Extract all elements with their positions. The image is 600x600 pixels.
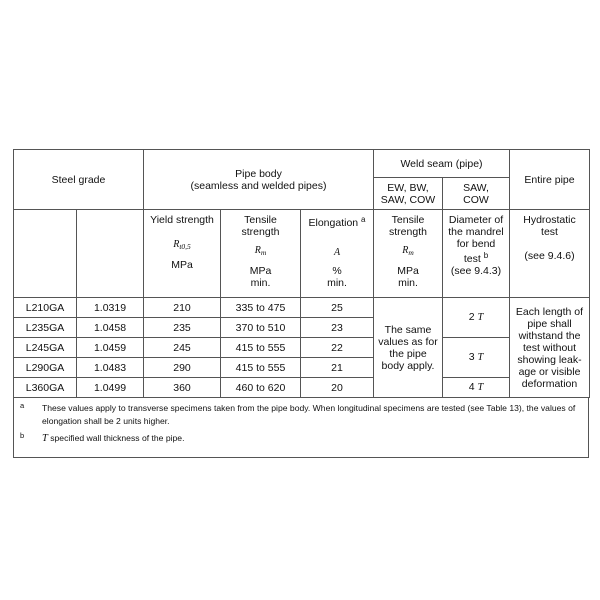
- tensile-min: min.: [250, 277, 271, 289]
- hydro-merged-line4: test without: [522, 341, 577, 354]
- hydro-merged-line2: pipe shall: [527, 317, 572, 330]
- elongation-symbol: A: [333, 247, 341, 258]
- hydro-merged: [510, 298, 590, 398]
- mandrel-2t-number: 2: [468, 311, 475, 323]
- mandrel-2t-symbol: T: [477, 312, 484, 323]
- yield-symbol: [146, 238, 218, 253]
- mandrel-3t-number: 3: [468, 351, 475, 363]
- steel-name-cell: L360GA: [14, 378, 77, 398]
- steel-number-cell: 1.0458: [77, 318, 144, 338]
- hydro-merged-line5: showing leak-: [517, 353, 582, 366]
- mandrel-4t-cell: [443, 378, 510, 398]
- yield-cell: 290: [144, 358, 221, 378]
- tensile-label-line2: strength: [241, 226, 280, 238]
- header-elongation: [301, 210, 374, 298]
- elongation-cell: 22: [301, 338, 374, 358]
- header-yield-strength: [144, 210, 221, 298]
- footnote-b: [20, 432, 582, 445]
- steel-name-cell: L210GA: [14, 298, 77, 318]
- weld-types-line2: SAW, COW: [380, 193, 436, 206]
- saw-cow-line1: SAW,: [463, 181, 489, 194]
- weld-tensile-unit: MPa: [397, 265, 419, 277]
- entire-pipe-label: Entire pipe: [524, 173, 575, 186]
- mandrel-line3: for bend: [456, 238, 496, 250]
- weld-tensile-symbol-r: R: [402, 245, 409, 256]
- elongation-text: Elongation: [308, 217, 359, 229]
- yield-symbol-r: R: [173, 239, 180, 250]
- mandrel-test-text: test: [463, 253, 481, 265]
- weld-tensile-merged: [374, 298, 443, 398]
- mandrel-4t-number: 4: [468, 381, 475, 393]
- steel-name-cell: L290GA: [14, 358, 77, 378]
- mandrel-line2: the mandrel: [448, 226, 504, 238]
- table-footnotes: [13, 398, 589, 458]
- elongation-cell: 20: [301, 378, 374, 398]
- elongation-cell: 23: [301, 318, 374, 338]
- yield-cell: 235: [144, 318, 221, 338]
- footnote-b-marker: b: [20, 431, 25, 440]
- elongation-min: min.: [327, 277, 347, 289]
- hydro-merged-line3: withstand the: [518, 329, 581, 342]
- mandrel-note-marker: b: [483, 251, 489, 260]
- tensile-cell: 415 to 555: [221, 358, 301, 378]
- weld-seam-label: Weld seam (pipe): [400, 157, 483, 170]
- steel-grade-label: Steel grade: [51, 173, 106, 186]
- tensile-symbol-subscript: m: [260, 248, 267, 257]
- tensile-symbol-r: R: [254, 245, 261, 256]
- mandrel-4t-symbol: T: [477, 382, 484, 393]
- header-pipe-body: [144, 150, 374, 210]
- elongation-cell: 21: [301, 358, 374, 378]
- footnote-b-text: specified wall thickness of the pipe.: [47, 433, 185, 443]
- weld-same-line2: values as for: [378, 335, 438, 348]
- hydro-ref: (see 9.4.6): [524, 250, 575, 262]
- weld-tensile-min: min.: [398, 277, 418, 289]
- elongation-unit: %: [332, 265, 342, 277]
- elongation-cell: 25: [301, 298, 374, 318]
- footnote-b-symbol: T: [42, 433, 48, 444]
- tensile-symbol: [223, 244, 298, 259]
- yield-cell: 245: [144, 338, 221, 358]
- mandrel-3t-cell: [443, 338, 510, 378]
- weld-same-line4: body apply.: [381, 359, 435, 372]
- yield-symbol-subscript: t0,5: [179, 242, 191, 251]
- yield-unit: MPa: [171, 259, 193, 271]
- header-entire-pipe: [510, 150, 590, 210]
- steel-number-cell: 1.0499: [77, 378, 144, 398]
- mandrel-2t-cell: [443, 298, 510, 338]
- yield-strength-label: Yield strength: [150, 214, 214, 226]
- table-row: [14, 298, 590, 318]
- weld-same-line3: the pipe: [389, 347, 427, 360]
- header-hydrostatic-test: [510, 210, 590, 298]
- weld-tensile-symbol-subscript: m: [408, 248, 414, 257]
- yield-cell: 210: [144, 298, 221, 318]
- footnote-b-body: [42, 432, 582, 445]
- tensile-cell: 415 to 555: [221, 338, 301, 358]
- steel-name-cell: L245GA: [14, 338, 77, 358]
- hydro-merged-line7: deformation: [521, 377, 578, 390]
- steel-name-cell: L235GA: [14, 318, 77, 338]
- steel-number-cell: 1.0319: [77, 298, 144, 318]
- hydro-line2: test: [541, 226, 558, 238]
- tensile-cell: 460 to 620: [221, 378, 301, 398]
- steel-grade-table-page: [13, 149, 589, 458]
- steel-number-cell: 1.0459: [77, 338, 144, 358]
- steel-number-cell: 1.0483: [77, 358, 144, 378]
- header-steel-grade: [14, 150, 144, 210]
- header-weld-tensile: [374, 210, 443, 298]
- pipe-body-sublabel: (seamless and welded pipes): [190, 179, 327, 192]
- saw-cow-line2: COW: [463, 193, 489, 206]
- table-row: [14, 378, 590, 398]
- elongation-label: [303, 214, 371, 229]
- header-weld-types: [374, 178, 443, 210]
- footnote-a-text: These values apply to transverse specimens taken from the pipe body. When longitudinal specimens are tested (see Table 13), the values of elongation shall be 2 units higher.: [42, 403, 576, 426]
- footnote-a-marker: a: [20, 401, 25, 410]
- mandrel-3t-symbol: T: [477, 352, 484, 363]
- yield-cell: 360: [144, 378, 221, 398]
- weld-tensile-symbol: [376, 244, 440, 259]
- hydro-merged-line1: Each length of: [515, 305, 584, 318]
- weld-same-line1: The same: [384, 323, 432, 336]
- pipe-body-label: Pipe body: [235, 167, 282, 180]
- tensile-unit: MPa: [249, 265, 272, 277]
- weld-tensile-line2: strength: [389, 226, 427, 238]
- mandrel-line1: Diameter of: [448, 214, 504, 226]
- tensile-cell: 370 to 510: [221, 318, 301, 338]
- mandrel-ref: (see 9.4.3): [450, 265, 502, 277]
- header-saw-cow: [443, 178, 510, 210]
- header-steel-number-blank: [77, 210, 144, 298]
- elongation-note-marker: a: [361, 215, 366, 224]
- header-steel-name-blank: [14, 210, 77, 298]
- table-row: [14, 338, 590, 358]
- hydro-merged-line6: age or visible: [518, 365, 581, 378]
- header-weld-seam: [374, 150, 510, 178]
- hydro-line1: Hydrostatic: [523, 214, 576, 226]
- weld-types-line1: EW, BW,: [387, 181, 429, 194]
- steel-grade-table: [13, 149, 590, 398]
- tensile-label-line1: Tensile: [244, 214, 277, 226]
- footnote-a: [20, 402, 582, 428]
- tensile-cell: 335 to 475: [221, 298, 301, 318]
- header-tensile-strength: [221, 210, 301, 298]
- weld-tensile-line1: Tensile: [391, 214, 425, 226]
- mandrel-line4: [445, 250, 507, 265]
- header-mandrel-diameter: [443, 210, 510, 298]
